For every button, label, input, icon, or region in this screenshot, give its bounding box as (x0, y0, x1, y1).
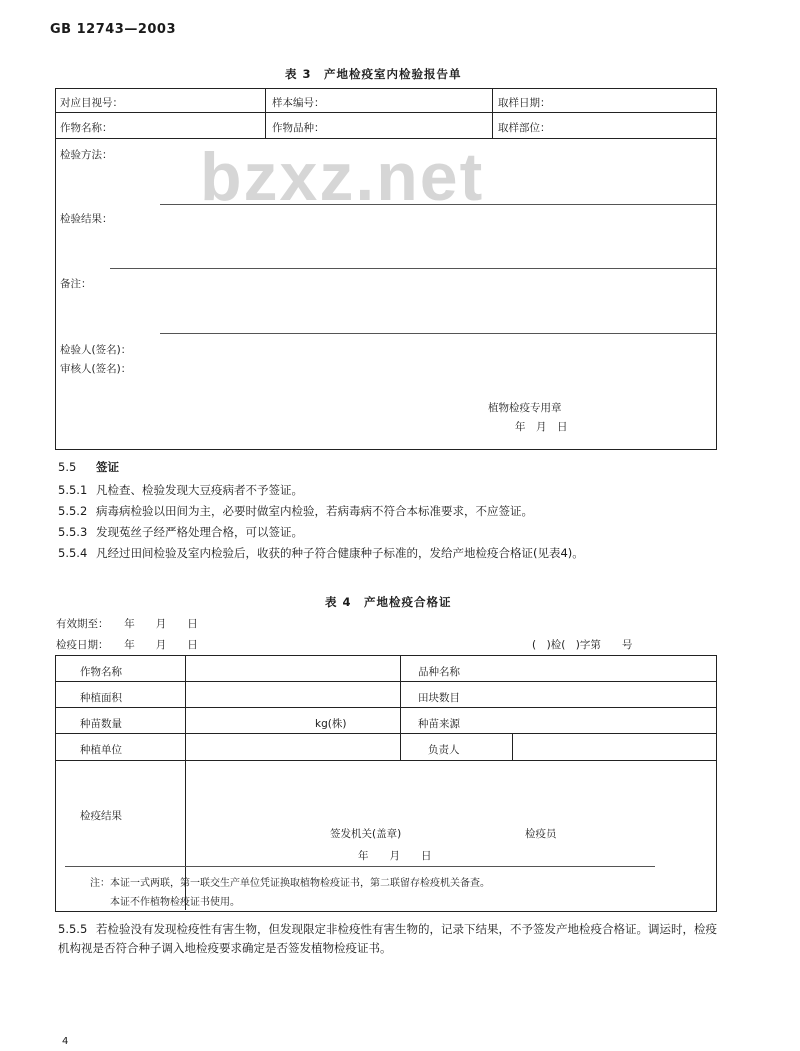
table4-responsible-label: 负责人 (428, 744, 460, 756)
table3-sampling-part: 取样部位： (498, 122, 551, 134)
clause-5-5-5: 5.5.5 若检验没有发现检疫性有害生物，但发现限定非检疫性有害生物的，记录下结果，不予签发产地检疫合格证。调运时，检疫机构视是否符合种子调入地检疫要求确定是否签发植物检疫证书。 (58, 922, 717, 955)
table4-note-1: 注：本证一式两联，第一联交生产单位凭证换取植物检疫证书，第二联留存检疫机关备查。 (90, 878, 490, 889)
clause-5-5-3: 5.5.3 发现菟丝子经严格处理合格，可以签证。 (58, 525, 303, 539)
table3-sample-no: 样本编号： (272, 97, 325, 109)
table3-crop-name: 作物名称： (60, 122, 113, 134)
table3-date: 年 月 日 (515, 421, 568, 433)
watermark: bzxz.net (200, 139, 485, 215)
section-title: 5.5 签证 (58, 460, 119, 474)
table4-result-label: 检疫结果 (80, 810, 122, 822)
table3-inspector-label: 检验人(签名)： (60, 344, 132, 356)
clause-5-5-4: 5.5.4 凡经过田间检验及室内检验后，收获的种子符合健康种子标准的，发给产地检疫合格证(见表4)。 (58, 546, 584, 560)
table4-seedling-qty-label: 种苗数量 (80, 718, 122, 730)
table3-sampling-date: 取样日期： (498, 97, 551, 109)
table4-crop-name-label: 作物名称 (80, 666, 122, 678)
table4-unit-label: kg(株) (315, 718, 347, 730)
table3-crop-variety: 作物品种： (272, 122, 325, 134)
table3-matching-no: 对应目视号： (60, 97, 123, 109)
table4-issuer-label: 签发机关(盖章) (330, 828, 402, 840)
table4-planting-area-label: 种植面积 (80, 692, 122, 704)
table4-seedling-source-label: 种苗来源 (418, 718, 460, 730)
table4-quarantine-date: 检疫日期： 年 月 日 (56, 639, 198, 651)
table4-note-2: 本证不作植物检疫证书使用。 (110, 897, 240, 908)
standard-number: GB 12743—2003 (50, 22, 177, 37)
table4-planting-unit-label: 种植单位 (80, 744, 122, 756)
table3-reviewer-label: 审核人(签名)： (60, 363, 132, 375)
table3-caption: 表 3 产地检疫室内检验报告单 (285, 67, 462, 81)
clause-5-5-2: 5.5.2 病毒病检验以田间为主，必要时做室内检验，若病毒病不符合本标准要求，不应签证。 (58, 504, 533, 518)
table3-stamp-label: 植物检疫专用章 (488, 402, 562, 414)
table4-certificate-no: ( )检( )字第 号 (532, 639, 633, 651)
table3-result-label: 检验结果： (60, 213, 113, 225)
table4-officer-label: 检疫员 (525, 828, 557, 840)
clause-5-5-1: 5.5.1 凡检查、检验发现大豆疫病者不予签证。 (58, 483, 303, 497)
table3-method-label: 检验方法： (60, 149, 113, 161)
table4-field-count-label: 田块数目 (418, 692, 460, 704)
table4-caption: 表 4 产地检疫合格证 (325, 595, 452, 609)
page-number: 4 (62, 1036, 69, 1047)
table4-valid-until: 有效期至： 年 月 日 (56, 618, 198, 630)
table4-variety-label: 品种名称 (418, 666, 460, 678)
table3-remarks-label: 备注： (60, 278, 92, 290)
table4-date: 年 月 日 (358, 850, 432, 862)
